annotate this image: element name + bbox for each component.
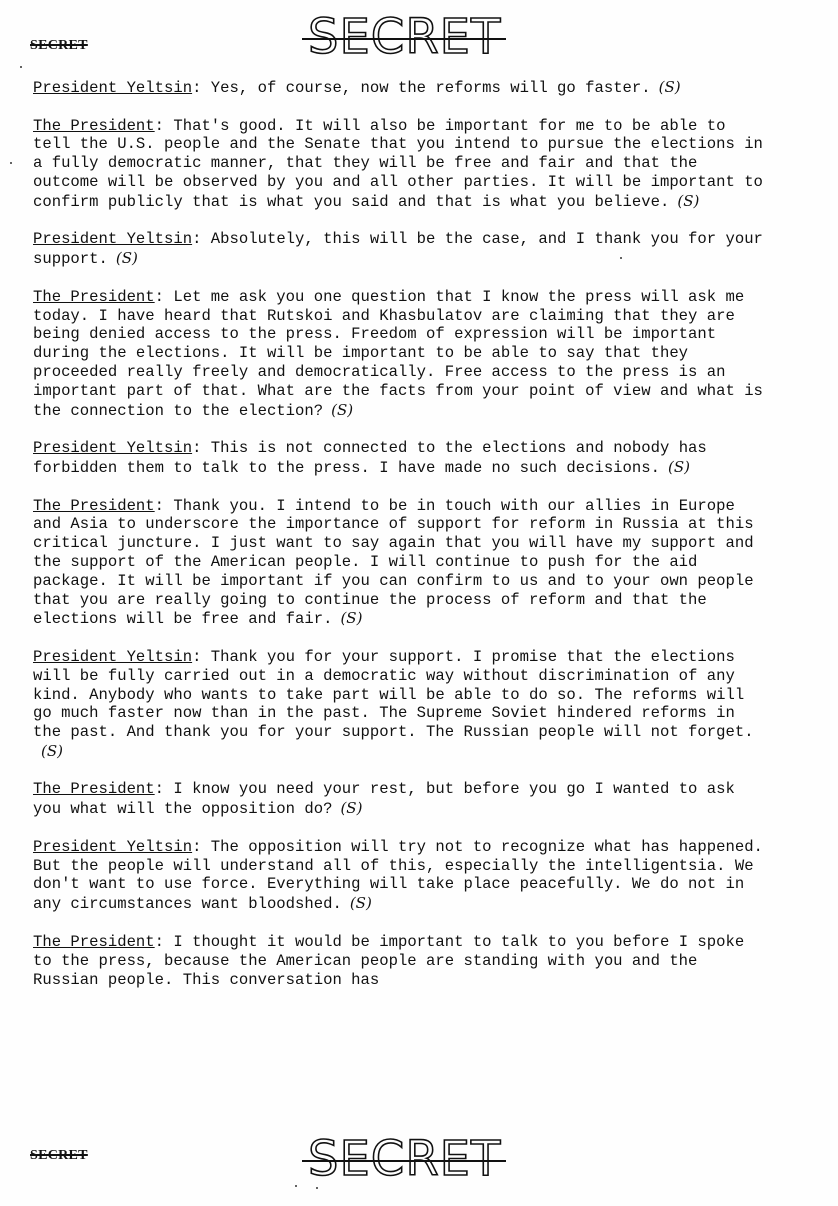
transcript-paragraph <box>33 78 763 98</box>
speck <box>10 162 12 164</box>
classification-portion-mark: (S) <box>340 799 363 818</box>
classification-portion-mark: (S) <box>349 894 372 913</box>
transcript-paragraph <box>33 497 763 630</box>
stamp-strikethrough <box>302 1160 506 1162</box>
paragraph-text: : I know you need your rest, but before you go I wanted to ask you what will the opposition do? <box>33 780 735 819</box>
transcript-paragraph <box>33 439 763 478</box>
speaker-name: The President <box>33 932 155 951</box>
classification-stamp-top <box>308 9 502 65</box>
speck <box>295 1185 297 1187</box>
classification-marking-top-left: SECRET <box>30 38 88 53</box>
transcript-body <box>33 78 763 1009</box>
classification-portion-mark: (S) <box>667 457 690 476</box>
paragraph-text: : Thank you for your support. I promise that the elections will be fully carried out in a democratic way without discrimination of any kind. Anybody who wants to take part will be able to do so. The reforms will go much faster now than in the past. The Supreme Soviet hindered reforms in the past. And thank you for your support. The Russian people will not forget. <box>33 647 754 742</box>
speck <box>20 66 22 68</box>
speaker-name: The President <box>33 496 155 515</box>
transcript-paragraph <box>33 780 763 819</box>
transcript-paragraph <box>33 117 763 212</box>
transcript-paragraph <box>33 838 763 914</box>
paragraph-text: : Yes, of course, now the reforms will go faster. <box>192 79 651 97</box>
classification-portion-mark: (S) <box>115 249 138 268</box>
classification-portion-mark: (S) <box>677 191 700 210</box>
paragraph-text: : Let me ask you one question that I know the press will ask me today. I have heard that Rutskoi and Khasbulatov are claiming that they are being denied access to the press. Freedom of expression will be important during the elections. It will be important to be able to say that they proceeded really freely and democratically. Free access to the press is an important part of that. What are the facts from your point of view and what is the connection to the election? <box>33 287 763 420</box>
classification-portion-mark: (S) <box>340 609 363 628</box>
speaker-name: The President <box>33 287 155 306</box>
paragraph-text: : I thought it would be important to talk to you before I spoke to the press, because the American people are standing with you and the Russian people. This conversation has <box>33 932 745 990</box>
classification-marking-bottom-left: SECRET <box>30 1148 88 1163</box>
speaker-name: President Yeltsin <box>33 230 193 249</box>
speaker-name: President Yeltsin <box>33 439 193 458</box>
classification-stamp-bottom-text: SECRET <box>308 1131 502 1187</box>
paragraph-text: : Thank you. I intend to be in touch with our allies in Europe and Asia to underscore the importance of support for reform in Russia at this critical juncture. I just want to say again that you will have my support and the support of the American people. I will continue to push for the aid package. It will be important if you can confirm to us and to your own people that you are really going to continue the process of reform and that the elections will be free and fair. <box>33 496 754 629</box>
speaker-name: President Yeltsin <box>33 79 193 97</box>
speaker-name: President Yeltsin <box>33 647 193 666</box>
transcript-paragraph <box>33 288 763 421</box>
classification-stamp-bottom <box>308 1131 502 1187</box>
classification-portion-mark: (S) <box>658 78 681 96</box>
speaker-name: The President <box>33 780 155 799</box>
transcript-paragraph <box>33 230 763 269</box>
paragraph-text: : This is not connected to the elections and nobody has forbidden them to talk to the press. I have made no such decisions. <box>33 439 707 477</box>
transcript-paragraph <box>33 933 763 990</box>
speaker-name: The President <box>33 116 155 135</box>
speck <box>316 1187 318 1189</box>
classification-portion-mark: (S) <box>41 741 63 760</box>
classification-portion-mark: (S) <box>331 400 354 419</box>
speaker-name: President Yeltsin <box>33 837 193 856</box>
stamp-strikethrough <box>302 38 506 40</box>
transcript-paragraph <box>33 648 763 762</box>
paragraph-text: : Absolutely, this will be the case, and I thank you for your support. <box>33 230 763 269</box>
paragraph-text: : That's good. It will also be important for me to be able to tell the U.S. people and the Senate that you intend to pursue the elections in a fully democratic manner, that they will be free and fair and that the outcome will be observed by you and all other parties. It will be important to confirm publicly that is what you said and that is what you believe. <box>33 116 763 211</box>
paragraph-text: : The opposition will try not to recognize what has happened. But the people will understand all of this, especially the intelligentsia. We don't want to use force. Everything will take place peacefully. We do not in any circumstances want bloodshed. <box>33 837 763 914</box>
classification-stamp-top-text: SECRET <box>308 9 502 65</box>
